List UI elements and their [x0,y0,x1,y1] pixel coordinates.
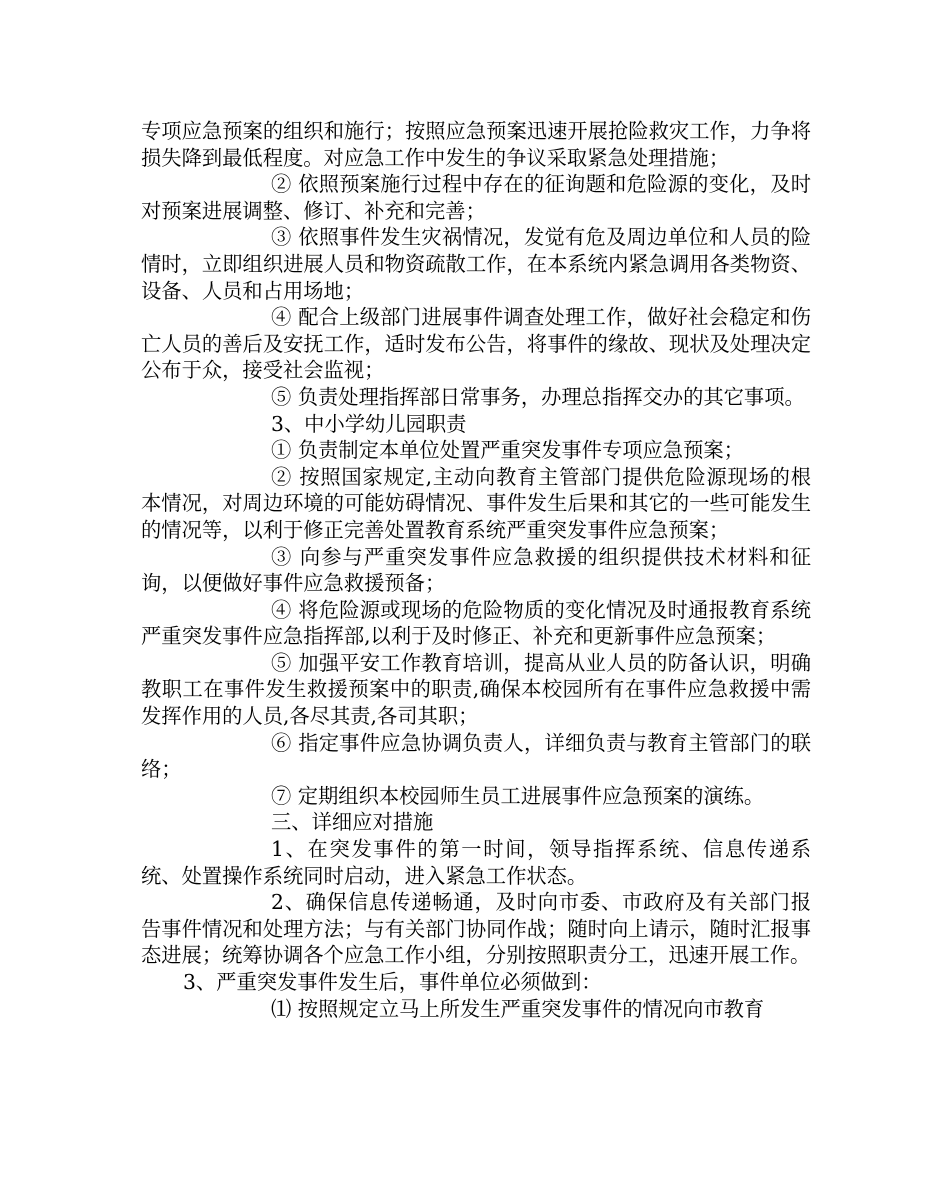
paragraph: ⑦ 定期组织本校园师生员工进展事件应急预案的演练。 [271,783,765,808]
paragraph: ② 依照预案施行过程中存在的征询题和危险源的变化，及时对预案进展调整、修订、补充和完善； [141,172,811,223]
paragraph: ④ 将危险源或现场的危险物质的变化情况及时通报教育系统严重突发事件应急指挥部,以利于及时修正、补充和更新事件应急预案； [141,597,811,649]
paragraph: ③ 依照事件发生灾祸情况，发觉有危及周边单位和人员的险情时，立即组织进展人员和物资疏散工作，在本系统内紧急调用各类物资、设备、人员和占用场地； [141,225,811,303]
paragraph: 2、确保信息传递畅通，及时向市委、市政府及有关部门报告事件情况和处理方法；与有关部门协同作战；随时向上请示，随时汇报事态进展；统筹协调各个应急工作小组，分别按照职责分工，迅速开展工作。 [141,890,811,968]
section-heading: 3、中小学幼儿园职责 [271,411,467,436]
document-body [141,118,811,1022]
paragraph: 3、严重突发事件发生后，事件单位必须做到： [183,970,602,994]
paragraph: ② 按照国家规定,主动向教育主管部门提供危险源现场的根本情况，对周边环境的可能妨碍情况、事件发生后果和其它的一些可能发生的情况等，以利于修正完善处置教育系统严重突发事件应急预案； [141,464,811,542]
paragraph: ③ 向参与严重突发事件应急救援的组织提供技术材料和征询，以便做好事件应急救援预备； [141,544,811,596]
paragraph: ① 负责制定本单位处置严重突发事件专项应急预案； [271,438,744,463]
paragraph: ⑴ 按照规定立马上所发生严重突发事件的情况向市教育 [271,996,765,1021]
paragraph: 专项应急预案的组织和施行；按照应急预案迅速开展抢险救灾工作，力争将损失降到最低程度。对应急工作中发生的争议采取紧急处理措施； [141,119,811,170]
paragraph: ⑤ 负责处理指挥部日常事务，办理总指挥交办的其它事项。 [271,384,805,409]
paragraph: ⑤ 加强平安工作教育培训，提高从业人员的防备认识，明确教职工在事件发生救援预案中的职责,确保本校园所有在事件应急救援中需发挥作用的人员,各尽其责,各司其职； [141,650,811,729]
section-heading: 三、详细应对措施 [271,810,434,835]
paragraph: ⑥ 指定事件应急协调负责人，详细负责与教育主管部门的联络； [141,730,811,782]
paragraph: ④ 配合上级部门进展事件调查处理工作，做好社会稳定和伤亡人员的善后及安抚工作，适时发布公告，将事件的缘故、现状及处理决定公布于众，接受社会监视； [141,305,811,383]
paragraph: 1、在突发事件的第一时间，领导指挥系统、信息传递系统、处置操作系统同时启动，进入紧急工作状态。 [141,837,811,888]
